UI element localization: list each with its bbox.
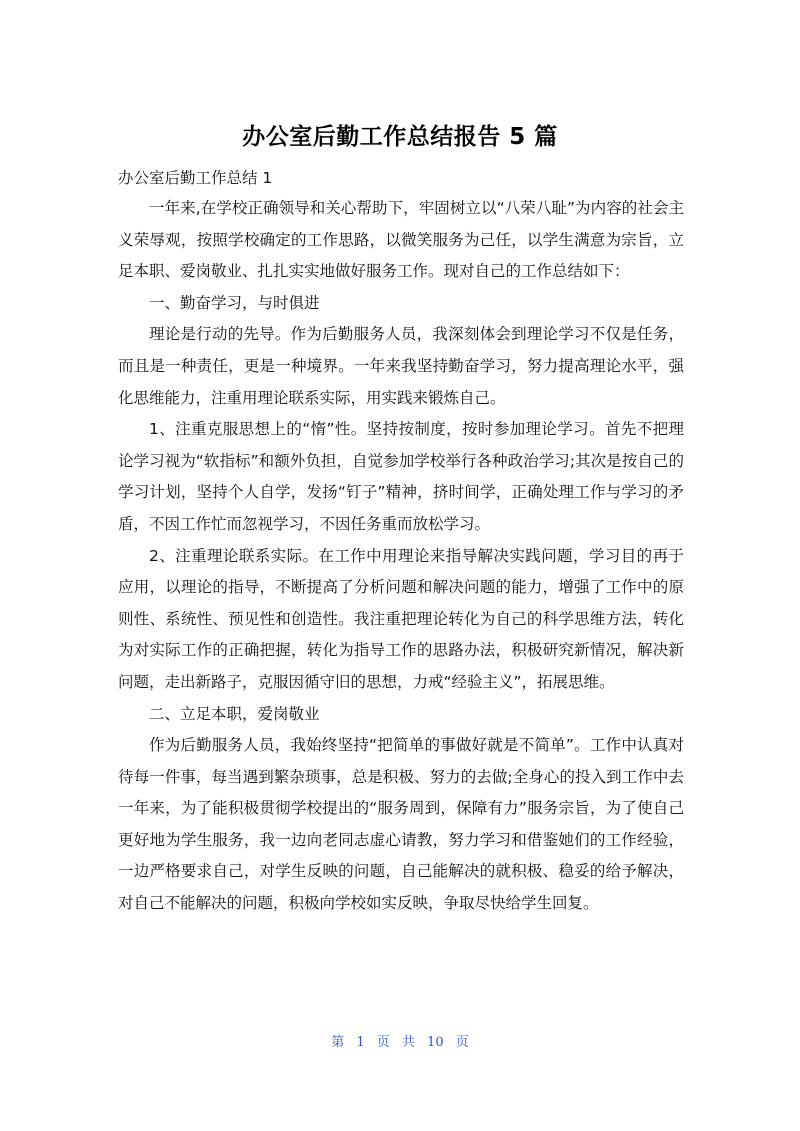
document-title: 办公室后勤工作总结报告 5 篇 bbox=[242, 124, 558, 150]
paragraph-intro: 一年来,在学校正确领导和关心帮助下，牢固树立以“八荣八耻”为内容的社会主义荣辱观，按照学校确定的工作思路，以微笑服务为己任，以学生满意为宗旨，立足本职、爱岗敬业、扎扎实实地做好服务工作。现对自己的工作总结如下： bbox=[118, 199, 684, 281]
paragraph-point-2: 2、注重理论联系实际。在工作中用理论来指导解决实践问题，学习目的再于应用，以理论的指导，不断提高了分析问题和解决问题的能力，增强了工作中的原则性、系统性、预见性和创造性。我注重把理论转化为自己的科学思维方法，转化为对实际工作的正确把握，转化为指导工作的思路办法，积极研究新情况，解决新问题，走出新路子，克服因循守旧的思想，力戒“经验主义”，拓展思维。 bbox=[118, 546, 684, 691]
paragraph-theory: 理论是行动的先导。作为后勤服务人员，我深刻体会到理论学习不仅是任务，而且是一种责任，更是一种境界。一年来我坚持勤奋学习，努力提高理论水平，强化思维能力，注重用理论联系实际，用实践来锻炼自己。 bbox=[118, 325, 684, 407]
document-body bbox=[118, 193, 684, 920]
section-heading-1: 一、勤奋学习，与时俱进 bbox=[149, 293, 320, 312]
paragraph-point-1: 1、注重克服思想上的“惰”性。坚持按制度，按时参加理论学习。首先不把理论学习视为“软指标”和额外负担，自觉参加学校举行各种政治学习;其次是按自己的学习计划，坚持个人自学，发扬“钉子”精神，挤时间学，正确处理工作与学习的矛盾，不因工作忙而忽视学习，不因任务重而放松学习。 bbox=[118, 420, 684, 533]
document-subtitle: 办公室后勤工作总结 1 bbox=[118, 169, 273, 187]
page-number-footer: 第 1 页 共 10 页 bbox=[331, 1035, 469, 1050]
paragraph-service: 作为后勤服务人员，我始终坚持“把简单的事做好就是不简单”。工作中认真对待每一件事，每当遇到繁杂琐事，总是积极、努力的去做;全身心的投入到工作中去一年来，为了能积极贯彻学校提出的“服务周到，保障有力”服务宗旨，为了使自己更好地为学生服务，我一边向老同志虚心请教，努力学习和借鉴她们的工作经验，一边严格要求自己，对学生反映的问题，自己能解决的就积极、稳妥的给予解决，对自己不能解决的问题，积极向学校如实反映，争取尽快给学生回复。 bbox=[118, 736, 684, 913]
section-heading-2: 二、立足本职，爱岗敬业 bbox=[149, 704, 320, 723]
